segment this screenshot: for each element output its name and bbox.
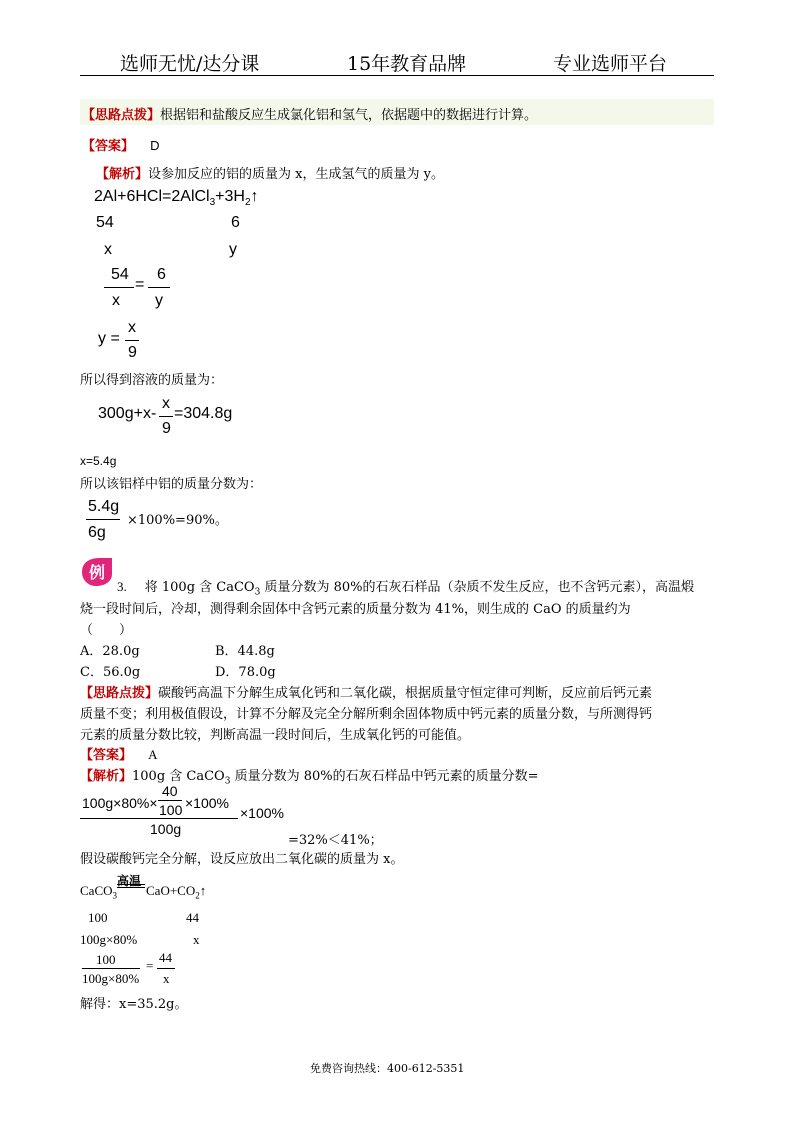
big-denominator: 100g (150, 821, 182, 837)
y-numerator: x (128, 319, 136, 336)
example-analysis-line: 【解析】100g 含 CaCO$_3$ 质量分数为 80%的石灰石样品中钙元素的质量分数= (80, 769, 539, 787)
example-result: 解得：x=35.2g。 (80, 997, 188, 1012)
header-rule (80, 75, 714, 76)
option-d[interactable]: D．78.0g (215, 665, 276, 680)
ratio-right-2: y (229, 241, 237, 258)
frac1-numerator: 54 (111, 266, 129, 283)
y-bar (125, 340, 139, 341)
question-line-1: 3. 将 100g 含 CaCO$_3$ 质量分数为 80%的石灰石样品（杂质不发生反应，也不含钙元素），高温煅 (117, 579, 694, 598)
frac3-equals: = (146, 958, 154, 973)
header-right: 专业选师平台 (553, 53, 668, 75)
example-badge-text: 例 (88, 563, 106, 582)
example-hint-line-3: 元素的质量分数比较，判断高温一段时间后，生成氧化钙的可能值。 (80, 728, 471, 743)
hint-line (82, 104, 537, 123)
option-a[interactable]: A．28.0g (80, 644, 140, 659)
ratio2-right-2: x (193, 932, 200, 947)
option-c[interactable]: C．56.0g (80, 665, 141, 680)
y-equals: y = (98, 330, 120, 347)
question-line-2: 烧一段时间后，冷却，测得剩余固体中含钙元素的质量分数为 41%，则生成的 CaO 的质量约为 (80, 602, 631, 617)
answer-value: D (150, 138, 160, 153)
mass-left: 300g+x- (98, 405, 157, 422)
reaction-equation: $2Al+6HCl=2AlCl_3+3H_2↑$ (94, 188, 259, 209)
condition-over-arrow: 高温 (117, 883, 146, 899)
ratio2-right-1: 44 (186, 910, 199, 925)
header-center: 15年教育品牌 (347, 53, 467, 75)
frac1-bar (104, 287, 134, 288)
hint-label: 【思路点拨】 (82, 108, 161, 123)
inner-denominator: 100 (159, 802, 183, 818)
big-top-left: 100g×80%× (82, 795, 158, 811)
option-b[interactable]: B．44.8g (215, 644, 275, 659)
ratio-right-1: 6 (231, 214, 240, 231)
x-result: x=5.4g (80, 454, 117, 468)
header-left: 选师无忧/达分课 (120, 53, 260, 75)
ratio-left-1: 54 (96, 214, 114, 231)
analysis-text: 设参加反应的铝的质量为 x，生成氢气的质量为 y。 (148, 167, 444, 182)
example-hint-label: 【思路点拨】 (80, 686, 159, 701)
example-analysis-label: 【解析】 (80, 769, 133, 784)
answer-line (82, 135, 160, 154)
frac3-bar (82, 968, 140, 969)
frac4-denominator: x (163, 971, 170, 986)
fraction-text: 所以该铝样中铝的质量分数为： (80, 477, 263, 492)
frac4-numerator: 44 (159, 950, 172, 965)
frac4-bar (157, 968, 175, 969)
big-bar (80, 818, 238, 819)
hint-text: 根据铝和盐酸反应生成氯化铝和氢气，依据题中的数据进行计算。 (160, 108, 538, 123)
example-badge-icon (80, 556, 114, 588)
example-hint-line-2: 质量不变；利用极值假设，计算不分解及完全分解所剩余固体物质中钙元素的质量分数，与所测得钙 (80, 707, 653, 722)
pct-bar (86, 519, 120, 520)
big-result: =32%＜41%； (288, 833, 383, 848)
assume-text: 假设碳酸钙完全分解，设反应放出二氧化碳的质量为 x。 (80, 852, 404, 867)
frac2-denominator: y (155, 292, 163, 309)
mass-denominator: 9 (162, 420, 171, 437)
frac1-denominator: x (112, 292, 120, 309)
pct-numerator: 5.4g (88, 498, 120, 515)
example-answer-line (80, 744, 158, 763)
big-top-right: ×100% (185, 795, 229, 811)
answer-label: 【答案】 (82, 139, 135, 154)
mass-numerator: x (162, 395, 170, 412)
inner-bar (158, 800, 182, 801)
mass-right: =304.8g (174, 405, 233, 422)
analysis-label: 【解析】 (96, 167, 149, 182)
pct-denominator: 6g (88, 524, 106, 541)
pct-right: ×100%=90%。 (127, 513, 228, 528)
frac3-numerator: 100 (96, 952, 116, 967)
example-answer-label: 【答案】 (80, 748, 133, 763)
frac2-numerator: 6 (157, 266, 166, 283)
y-denominator: 9 (128, 344, 137, 361)
ratio2-left-1: 100 (88, 910, 108, 925)
reaction-equation-2: CaCO$_3$ 高温 $CaO+CO_2↑$ (80, 874, 207, 901)
ratio2-left-2: 100g×80% (80, 932, 138, 947)
example-hint-line-1: 【思路点拨】碳酸钙高温下分解生成氧化钙和二氧化碳，根据质量守恒定律可判断，反应前后钙元素 (80, 686, 653, 701)
big-mult: ×100% (240, 805, 284, 821)
example-answer-value: A (148, 747, 158, 762)
footer-hotline: 免费咨询热线：400-612-5351 (310, 1062, 465, 1075)
frac2-bar (148, 287, 170, 288)
ratio-left-2: x (104, 241, 112, 258)
inner-numerator: 40 (162, 783, 178, 799)
frac3-denominator: 100g×80% (82, 971, 140, 986)
analysis-line (96, 163, 444, 182)
solution-text: 所以得到溶液的质量为： (80, 373, 224, 388)
mass-bar (159, 416, 173, 417)
question-line-3: （ ） (80, 623, 133, 638)
frac-equals: = (135, 276, 145, 293)
